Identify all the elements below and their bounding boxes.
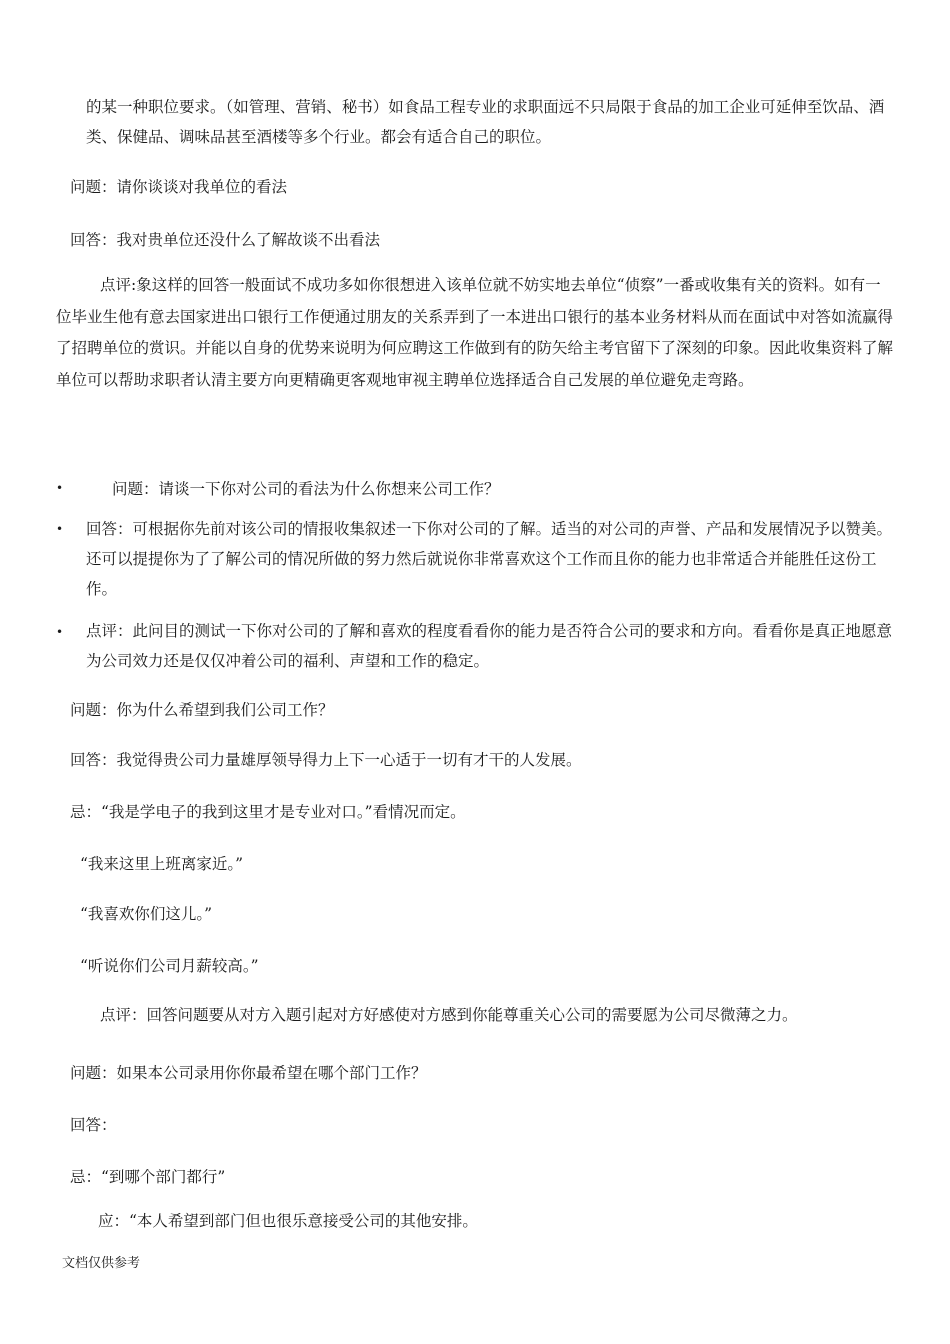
quote-line-1: “我来这里上班离家近。”	[80, 855, 244, 873]
comment-1-paragraph	[56, 270, 896, 396]
continuation-paragraph: 的某一种职位要求。（如管理、营销、秘书）如食品工程专业的求职面远不只局限于食品的加工企业可延伸至饮品、酒类、保健品、调味品甚至酒楼等多个行业。都会有适合自己的职位。	[86, 98, 885, 146]
bullet-comment: 点评：此问目的测试一下你对公司的了解和喜欢的程度看看你的能力是否符合公司的要求和方向。看看你是真正地愿意为公司效力还是仅仅冲着公司的福利、声望和工作的稳定。	[86, 622, 893, 670]
bullet-marker: •	[56, 481, 64, 495]
answer-2: 回答：我觉得贵公司力量雄厚领导得力上下一心适于一切有才干的人发展。	[70, 751, 582, 769]
quote-line-3: “听说你们公司月薪较高。”	[80, 957, 259, 975]
bullet-marker: •	[56, 522, 64, 536]
question-1: 问题：请你谈谈对我单位的看法	[70, 178, 288, 196]
comment-2: 点评：回答问题要从对方入题引起对方好感使对方感到你能尊重关心公司的需要愿为公司尽微薄之力。	[100, 1006, 798, 1024]
question-3: 问题：如果本公司录用你你最希望在哪个部门工作？	[70, 1064, 427, 1082]
bullet-question: 问题：请谈一下你对公司的看法为什么你想来公司工作？	[112, 480, 500, 498]
answer-3: 回答：	[70, 1116, 117, 1134]
avoid-2: 忌：“到哪个部门都行”	[70, 1168, 226, 1186]
comment-1-text: 点评:象这样的回答一般面试不成功多如你很想进入该单位就不妨实地去单位“侦察”一番或收集有关的资料。如有一位毕业生他有意去国家进出口银行工作便通过朋友的关系弄到了一本进出口银行的基本业务材料从而在面试中对答如流赢得了招聘单位的赏识。并能以自身的优势来说明为何应聘这工作做到有的防矢给主考官留下了深刻的印象。因此收集资料了解单位可以帮助求职者认清主要方向更精确更客观地审视主聘单位选择适合自己发展的单位避免走弯路。	[56, 276, 894, 389]
question-2: 问题：你为什么希望到我们公司工作？	[70, 701, 334, 719]
quote-line-2: “我喜欢你们这儿。”	[80, 905, 213, 923]
bullet-marker: •	[56, 625, 64, 639]
answer-1: 回答：我对贵单位还没什么了解故谈不出看法	[70, 231, 381, 249]
should-1: 应：“本人希望到部门但也很乐意接受公司的其他安排。	[98, 1212, 478, 1230]
footer-note: 文档仅供参考	[62, 1256, 141, 1271]
bullet-answer: 回答：可根据你先前对该公司的情报收集叙述一下你对公司的了解。适当的对公司的声誉、产品和发展情况予以赞美。还可以提提你为了了解公司的情况所做的努力然后就说你非常喜欢这个工作而且你的能力也非常适合并能胜任这份工作。	[86, 520, 893, 598]
avoid-1: 忌：“我是学电子的我到这里才是专业对口。”看情况而定。	[70, 803, 466, 821]
